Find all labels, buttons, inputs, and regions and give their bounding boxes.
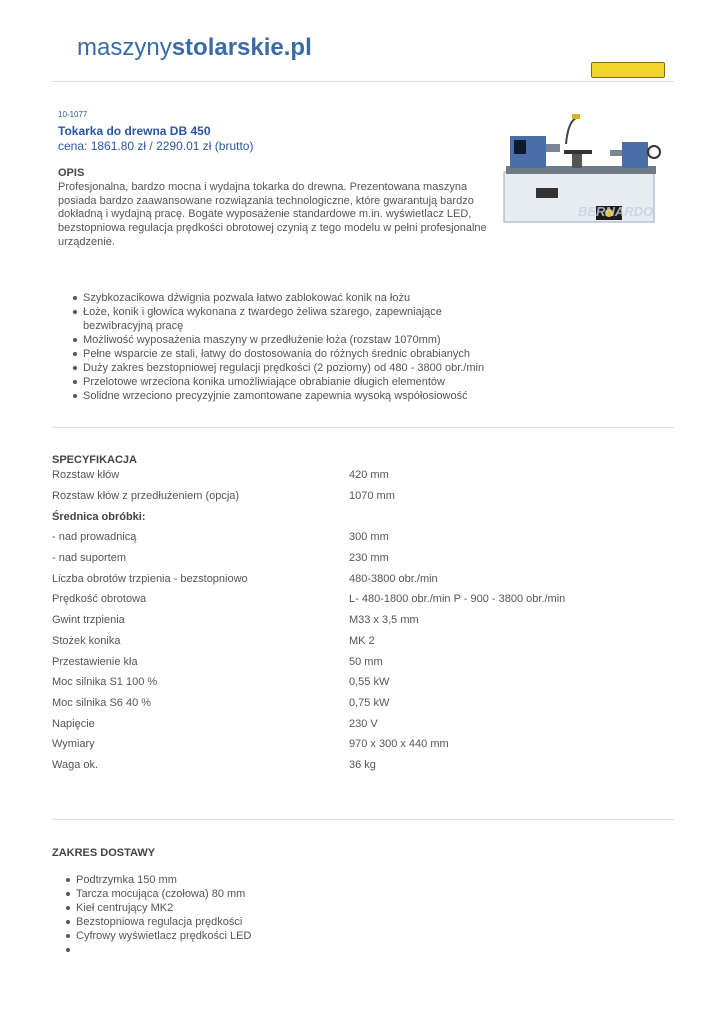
spec-key: Rozstaw kłów bbox=[52, 469, 120, 482]
list-item: Przelotowe wrzeciona konika umożliwiające obrabianie długich elementów bbox=[73, 375, 493, 389]
table-row bbox=[52, 486, 649, 507]
spec-value: 480-3800 obr./min bbox=[349, 572, 438, 585]
table-row bbox=[52, 527, 649, 548]
spec-value bbox=[349, 506, 649, 527]
spec-value: 1070 mm bbox=[349, 490, 395, 503]
list-item: Łoże, konik i głowica wykonana z twardego żeliwa szarego, zapewniające bezwibracyjną pracę bbox=[73, 305, 493, 333]
product-price: cena: 1861.80 zł / 2290.01 zł (brutto) bbox=[58, 139, 254, 153]
list-item: Kieł centrujący MK2 bbox=[66, 901, 366, 915]
product-title: Tokarka do drewna DB 450 bbox=[58, 124, 211, 138]
product-code: 10-1077 bbox=[58, 110, 88, 119]
spec-key: Stożek konika bbox=[52, 634, 121, 647]
table-row bbox=[52, 506, 649, 527]
spec-value: 300 mm bbox=[349, 531, 389, 544]
specs-table bbox=[52, 465, 649, 775]
table-row bbox=[52, 672, 649, 693]
spec-key: Waga ok. bbox=[52, 758, 99, 771]
spec-value: 970 x 300 x 440 mm bbox=[349, 738, 449, 751]
list-item: Cyfrowy wyświetlacz prędkości LED bbox=[66, 929, 366, 943]
list-item: Duży zakres bezstopniowej regulacji prędkości (2 poziomy) od 480 - 3800 obr./min bbox=[73, 361, 493, 375]
section-divider bbox=[52, 427, 674, 428]
bernardo-logo-icon bbox=[591, 62, 665, 78]
spec-key: Gwint trzpienia bbox=[52, 614, 125, 627]
spec-key: Rozstaw kłów z przedłużeniem (opcja) bbox=[52, 490, 240, 503]
logo-text-light: maszyny bbox=[77, 34, 172, 61]
wood-lathe-image bbox=[496, 110, 664, 240]
table-row bbox=[52, 548, 649, 569]
spec-key: Wymiary bbox=[52, 738, 95, 751]
spec-value: M33 x 3,5 mm bbox=[349, 614, 419, 627]
table-row bbox=[52, 651, 649, 672]
spec-key: Napięcie bbox=[52, 717, 95, 730]
section-divider bbox=[52, 819, 674, 820]
list-item: Podtrzymka 150 mm bbox=[66, 873, 366, 887]
spec-key: - nad suportem bbox=[52, 552, 126, 565]
delivery-heading: ZAKRES DOSTAWY bbox=[52, 847, 156, 859]
spec-key: - nad prowadnicą bbox=[52, 531, 137, 544]
description-heading: OPIS bbox=[58, 167, 85, 179]
table-row bbox=[52, 568, 649, 589]
site-logo[interactable] bbox=[77, 34, 312, 62]
table-row bbox=[52, 610, 649, 631]
table-row bbox=[52, 713, 649, 734]
spec-value: 230 V bbox=[349, 717, 378, 730]
spec-value: 230 mm bbox=[349, 552, 389, 565]
list-item: Pełne wsparcie ze stali, łatwy do dostosowania do różnych średnic obrabianych bbox=[73, 347, 493, 361]
list-item: Solidne wrzeciono precyzyjnie zamontowane zapewnia wysoką współosiowość bbox=[73, 389, 493, 403]
logo-text-bold: stolarskie.pl bbox=[171, 34, 312, 61]
spec-key: Moc silnika S1 100 % bbox=[52, 676, 158, 689]
spec-key: Przestawienie kła bbox=[52, 655, 138, 668]
list-item bbox=[66, 943, 366, 957]
spec-value: L- 480-1800 obr./min P - 900 - 3800 obr./min bbox=[349, 593, 566, 606]
table-row bbox=[52, 589, 649, 610]
spec-value: MK 2 bbox=[349, 634, 375, 647]
header-divider bbox=[52, 81, 674, 82]
spec-key: Moc silnika S6 40 % bbox=[52, 696, 152, 709]
list-item: Szybkozacikowa dźwignia pozwala łatwo zablokować konik na łożu bbox=[73, 291, 493, 305]
spec-value: 420 mm bbox=[349, 469, 389, 482]
table-row bbox=[52, 755, 649, 776]
spec-key: Prędkość obrotowa bbox=[52, 593, 147, 606]
list-item: Bezstopniowa regulacja prędkości bbox=[66, 915, 366, 929]
features-list bbox=[73, 291, 493, 403]
svg-text:BERNARDO: BERNARDO bbox=[578, 204, 654, 219]
table-row bbox=[52, 465, 649, 486]
spec-key: Średnica obróbki: bbox=[52, 510, 146, 523]
spec-value: 0,75 kW bbox=[349, 696, 390, 709]
table-row bbox=[52, 631, 649, 652]
spec-value: 50 mm bbox=[349, 655, 383, 668]
description-text: Profesjonalna, bardzo mocna i wydajna tokarka do drewna. Prezentowana maszyna posiada bardzo zaawansowane rozwiązania technologiczne, które gwarantują bardzo dokładną i wydajną pracę. Bogate wyposażenie standardowe m.in. wyświetlacz LED, bezstopniowa regulacja prędkości obrotowej czynią z tego modelu w pełni profesjonalne urządzenie. bbox=[58, 181, 487, 248]
table-row bbox=[52, 693, 649, 714]
spec-value: 36 kg bbox=[349, 758, 376, 771]
spec-key: Liczba obrotów trzpienia - bezstopniowo bbox=[52, 572, 248, 585]
delivery-list bbox=[66, 873, 366, 957]
spec-value: 0,55 kW bbox=[349, 676, 390, 689]
list-item: Tarcza mocująca (czołowa) 80 mm bbox=[66, 887, 366, 901]
list-item: Możliwość wyposażenia maszyny w przedłużenie łoża (rozstaw 1070mm) bbox=[73, 333, 493, 347]
table-row bbox=[52, 734, 649, 755]
specs-heading: SPECYFIKACJA bbox=[52, 454, 137, 466]
